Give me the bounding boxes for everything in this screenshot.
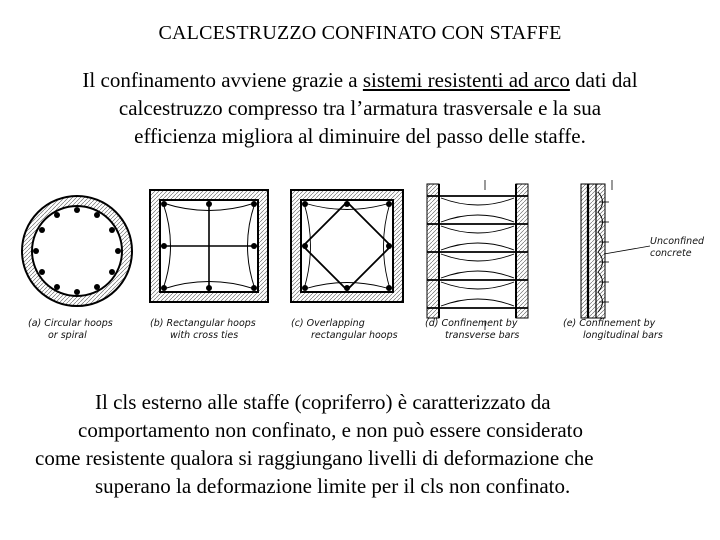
intro-line-3: efficienza migliora al diminuire del passo delle staffe. <box>134 124 586 148</box>
caption-b <box>150 318 256 342</box>
confinement-figure <box>0 178 720 358</box>
caption-a <box>28 318 113 342</box>
caption-a-line-2: or spiral <box>48 330 87 341</box>
caption-e-line-1: (e) Confinement by <box>563 318 656 329</box>
intro-underlined-term: sistemi resistenti ad arco <box>362 68 570 92</box>
longitudinal-bars-elevation <box>581 180 650 318</box>
caption-c-line-1: (c) Overlapping <box>291 318 365 329</box>
unconfined-label-line-1: Unconfined <box>650 236 705 247</box>
outro-line-1: Il cls esterno alle staffe (copriferro) è caratterizzato da <box>95 390 551 414</box>
outro-line-2: comportamento non confinato, e non può essere considerato <box>78 418 584 442</box>
transverse-bars-elevation <box>427 180 528 330</box>
outro-line-3: come resistente qualora si raggiungano livelli di deformazione che <box>35 446 594 470</box>
intro-paragraph <box>20 66 700 150</box>
overlapping-hoop-section <box>291 190 403 302</box>
caption-d <box>425 318 519 342</box>
caption-c <box>291 318 398 342</box>
caption-c-line-2: rectangular hoops <box>311 330 398 341</box>
rectangular-hoop-section <box>150 190 268 302</box>
caption-b-line-1: (b) Rectangular hoops <box>150 318 256 329</box>
intro-line-2: calcestruzzo compresso tra l’armatura trasversale e la sua <box>118 96 602 120</box>
unconfined-label-line-2: concrete <box>650 248 692 259</box>
unconfined-concrete-label <box>650 236 704 260</box>
outro-line-4: superano la deformazione limite per il cls non confinato. <box>95 474 571 498</box>
caption-d-line-2: transverse bars <box>445 330 520 341</box>
circular-hoop-section <box>22 196 132 306</box>
slide-title: CALCESTRUZZO CONFINATO CON STAFFE <box>158 22 562 44</box>
caption-a-line-1: (a) Circular hoops <box>28 318 113 329</box>
caption-e-line-2: longitudinal bars <box>583 330 663 341</box>
caption-d-line-1: (d) Confinement by <box>425 318 518 329</box>
intro-text-start: Il confinamento avviene grazie a <box>82 68 363 92</box>
intro-text-end: dati dal <box>569 68 638 92</box>
caption-e <box>563 318 663 342</box>
caption-b-line-2: with cross ties <box>170 330 239 341</box>
